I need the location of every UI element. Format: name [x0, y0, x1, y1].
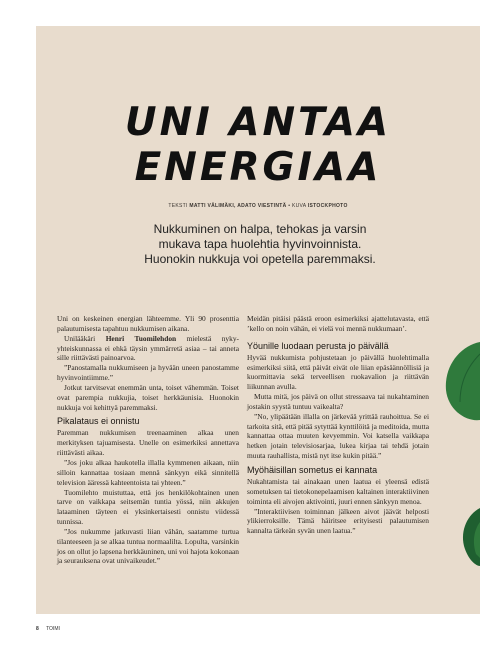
credit-photo: ISTOCKPHOTO — [307, 203, 348, 209]
title-line-2: ENERGIAA — [134, 145, 382, 190]
page-footer — [36, 626, 60, 632]
person-name: Henri Tuomilehdon — [105, 333, 177, 343]
paragraph: Nukahtamista tai ainakaan unen laatua ei yleensä edistä sometuksen tai tietokonepelaamisen kaltainen interaktiivinen toiminta eli aivojen aktivointi, juuri ennen sänkyyn menoa. — [247, 476, 429, 506]
article-column-2 — [247, 314, 429, 536]
credit-author: MATTI VÄLIMÄKI, ADATO VIESTINTÄ — [189, 203, 287, 209]
article-credit — [36, 203, 480, 209]
magazine-name: TOIMI — [46, 626, 60, 632]
section-heading: Myöhäisillan sometus ei kannata — [247, 464, 378, 475]
credit-text-label: TEKSTI — [168, 203, 188, 209]
article-title — [36, 100, 480, 190]
title-line-1: UNI ANTAA — [124, 100, 392, 145]
lead-line-3: Huonokin nukkuja voi opetella paremmaksi. — [144, 252, 376, 266]
article-lead — [108, 222, 412, 267]
paragraph: Hyvää nukkumista pohjustetaan jo päivällä huolehtimalla esimerkiksi siitä, että päivät eivät ole liian epäsäännöllisiä ja kuormittavia sekä terveellisen ruokavalion ja riittävän liikunnan avulla. — [247, 352, 429, 392]
paragraph: Meidän pitäisi päästä eroon esimerkiksi ajattelutavasta, että ’kello on noin vähän, ei vielä voi mennä nukkumaan’. — [247, 314, 429, 333]
credit-separator: • KUVA — [286, 203, 307, 209]
paragraph — [57, 334, 239, 364]
paragraph: ”Jos joku alkaa haukotella illalla kymmenen aikaan, niin silloin kannattaa tosiaan mennä sänkyyn eikä sinnitellä television ääressä kahteentoista tai yhteen.” — [57, 457, 239, 487]
paragraph: ”Jos nukumme jatkuvasti liian vähän, saatamme turtua tilanteeseen ja se alkaa tuntua normaalilta. Lopulta, varsinkin jos on ollut jo lapsena herkkäuninen, uni voi hajota kokonaan ja seurauksena ovat univaikeudet.” — [57, 526, 239, 566]
lead-line-1: Nukkuminen on halpa, tehokas ja varsin — [153, 222, 367, 236]
paragraph: ”No, ylipäätään illalla on järkevää yrittää rauhoittua. Se ei tarkoita sitä, että pitää sytyttää kynttilöitä ja meditoida, mutta kannattaa ottaa muuten kevyemmin. Voi katsella vaikkapa hetken jotain televisiosarjaa, lukea kirjaa tai tehdä jotain muuta rauhallista, mistä nyt itse kukin pitää.” — [247, 411, 429, 461]
paragraph: Mutta mitä, jos päivä on ollut stressaava tai nukahtaminen jostakin syystä tuntuu vaikealta? — [247, 392, 429, 411]
paragraph: ”Panostamalla nukkumiseen ja hyvään uneen panostamme hyvinvointiimme.” — [57, 363, 239, 383]
paragraph-text: mielestä nyky-yhteiskunnassa ei ehkä täysin ymmärretä asiaa – tai anneta sille riittävästi painoarvoa. — [57, 333, 239, 363]
section-heading: Pikalataus ei onnistu — [57, 416, 140, 427]
leaves-illustration — [430, 332, 480, 568]
page-number: 8 — [36, 626, 39, 632]
article-column-1 — [57, 314, 239, 566]
paragraph: Paremman nukkumisen treenaaminen alkaa unen merkityksen tajuamisesta. Unelle on esimerkiksi annettava riittävästi aikaa. — [57, 428, 239, 458]
paragraph: ”Interaktiivisen toiminnan jälkeen aivot jäävät helposti ylikierroksille. Tämä häiritsee erityisesti palautumisen kannalta tärkeän syvän unen laatua.” — [247, 506, 429, 536]
paragraph: Tuomilehto muistuttaa, että jos henkilökohtainen unen tarve on vaikkapa seitsemän tuntia yössä, niin akkujen lataaminen täyteen ei yksinkertaisesti onnistu viidessä tunnissa. — [57, 487, 239, 527]
section-heading: Yöunille luodaan perusta jo päivällä — [247, 340, 389, 351]
lead-line-2: mukava tapa huolehtia hyvinvoinnista. — [158, 237, 362, 251]
paragraph: Jotkut tarvitsevat enemmän unta, toiset vähemmän. Toiset ovat parempia nukkujia, toiset herkkäunisia. Huonokin nukkuja voi kehittyä paremmaksi. — [57, 382, 239, 412]
paragraph: Uni on keskeinen energian lähteemme. Yli 90 prosenttia palautumisesta tapahtuu nukkumisen aikana. — [57, 314, 239, 333]
paragraph-text: Unilääkäri — [64, 333, 106, 343]
